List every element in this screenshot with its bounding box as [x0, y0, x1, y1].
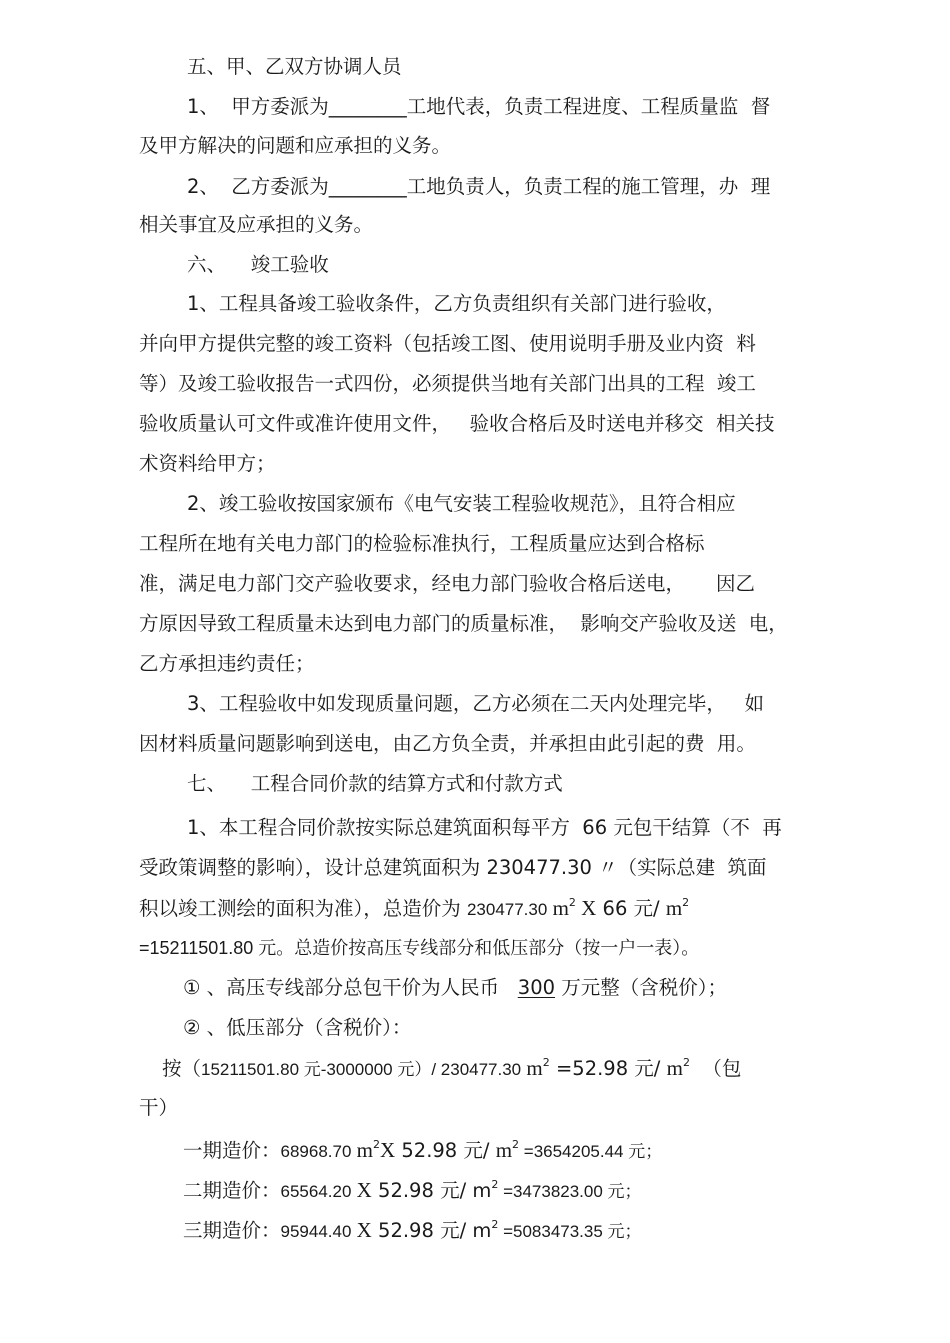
- paragraph-line: 1、本工程合同价款按实际总建筑面积每平方 66 元包干结算（不 再: [187, 816, 782, 839]
- unit: m: [495, 1138, 513, 1162]
- equals: =: [498, 1222, 513, 1241]
- paragraph-line: 及甲方解决的问题和应承担的义务。: [139, 134, 452, 157]
- paragraph-line: 验收质量认可文件或准许使用文件， 验收合格后及时送电并移交 相关技: [139, 412, 775, 435]
- phase-3-cost: [183, 1217, 642, 1245]
- phase-1-cost: [183, 1137, 662, 1165]
- paragraph-line: 并向甲方提供完整的竣工资料（包括竣工图、使用说明手册及业内资 料: [139, 332, 756, 355]
- total-price-result: =15211501.80 元。总造价按高压专线部分和低压部分（按一户一表）。: [139, 938, 700, 958]
- paragraph-line: 1、 甲方委派为________工地代表，负责工程进度、工程质量监 督: [187, 95, 771, 118]
- rate: 52.98 元/: [395, 1139, 496, 1162]
- times-sign: X: [351, 1178, 372, 1202]
- superscript: 2: [568, 895, 576, 909]
- paragraph-line: 术资料给甲方；: [139, 452, 276, 475]
- area: 65564.20: [280, 1182, 352, 1201]
- times-sign: X: [575, 896, 597, 920]
- area: 68968.70: [280, 1142, 352, 1161]
- paragraph-line: 干）: [139, 1096, 179, 1119]
- text: 按（: [162, 1057, 202, 1080]
- times-sign: X: [380, 1138, 396, 1162]
- label: 二期造价：: [183, 1179, 281, 1202]
- text: （包: [689, 1057, 742, 1080]
- superscript: 2: [682, 1055, 690, 1069]
- superscript: 2: [512, 1137, 520, 1151]
- text: 元-3000000 元）/: [299, 1060, 441, 1079]
- paragraph-line: 因材料质量问题影响到送电，由乙方负全责，并承担由此引起的费 用。: [139, 732, 756, 755]
- unit: 元；: [602, 1222, 642, 1241]
- superscript: 2: [682, 895, 690, 909]
- paragraph-line: 3、工程验收中如发现质量问题，乙方必须在二天内处理完毕， 如: [187, 692, 765, 715]
- superscript: 2: [542, 1055, 550, 1069]
- text: 积以竣工测绘的面积为准），总造价为: [139, 897, 467, 920]
- unit: 元；: [623, 1142, 663, 1161]
- paragraph-line: 1、工程具备竣工验收条件，乙方负责组织有关部门进行验收，: [187, 292, 726, 315]
- paragraph-line: 2、竣工验收按国家颁布《电气安装工程验收规范》，且符合相应: [187, 492, 736, 515]
- unit-price-formula: [162, 1055, 741, 1083]
- section-7-heading: 七、 工程合同价款的结算方式和付款方式: [187, 772, 563, 795]
- section-6-heading: 六、 竣工验收: [187, 253, 329, 276]
- label: 一期造价：: [183, 1139, 281, 1162]
- rate: 66 元/: [596, 897, 666, 920]
- high-voltage-line: [183, 975, 727, 1001]
- text: ① 、高压专线部分总包干价为人民币: [183, 976, 518, 999]
- paragraph-line: 工程所在地有关电力部门的检验标准执行，工程质量应达到合格标: [139, 532, 705, 555]
- text: 万元整（含税价）；: [555, 976, 727, 999]
- equals: =: [498, 1182, 513, 1201]
- section-5-heading: 五、甲、乙双方协调人员: [187, 55, 402, 78]
- rate: 52.98 元/ m: [371, 1219, 492, 1242]
- area-value: 230477.30: [466, 900, 548, 919]
- unit: m: [547, 896, 569, 920]
- unit: m: [666, 1056, 683, 1080]
- total: 5083473.35: [513, 1222, 603, 1241]
- superscript: 2: [491, 1177, 499, 1191]
- label: 三期造价：: [183, 1219, 281, 1242]
- unit: m: [665, 896, 683, 920]
- total: 3473823.00: [513, 1182, 603, 1201]
- area: 95944.40: [280, 1222, 352, 1241]
- paragraph-line: 等）及竣工验收报告一式四份，必须提供当地有关部门出具的工程 竣工: [139, 372, 756, 395]
- superscript: 2: [373, 1137, 381, 1151]
- unit: m: [521, 1056, 543, 1080]
- superscript: 2: [491, 1217, 499, 1231]
- paragraph-line: 2、 乙方委派为________工地负责人，负责工程的施工管理，办 理: [187, 175, 771, 198]
- number: 15211501.80: [201, 1060, 300, 1079]
- low-voltage-line: ② 、低压部分（含税价）：: [183, 1016, 412, 1039]
- paragraph-line: 准，满足电力部门交产验收要求，经电力部门验收合格后送电， 因乙: [139, 572, 755, 595]
- number: 230477.30: [440, 1060, 522, 1079]
- amount-underlined: 300: [517, 976, 556, 999]
- rate: 52.98 元/ m: [371, 1179, 492, 1202]
- paragraph-line: 乙方承担违约责任；: [139, 652, 315, 675]
- times-sign: X: [351, 1218, 372, 1242]
- paragraph-line: 受政策调整的影响），设计总建筑面积为 230477.30 〃（实际总建 筑面: [139, 856, 767, 879]
- unit: m: [351, 1138, 374, 1162]
- total-price-line: [139, 895, 689, 923]
- equals: =: [519, 1142, 534, 1161]
- unit: 元；: [602, 1182, 642, 1201]
- text: =52.98 元/: [549, 1057, 667, 1080]
- paragraph-line: 方原因导致工程质量未达到电力部门的质量标准， 影响交产验收及送 电，: [139, 612, 788, 635]
- total: 3654205.44: [533, 1142, 624, 1161]
- paragraph-line: 相关事宜及应承担的义务。: [139, 213, 374, 236]
- phase-2-cost: [183, 1177, 642, 1205]
